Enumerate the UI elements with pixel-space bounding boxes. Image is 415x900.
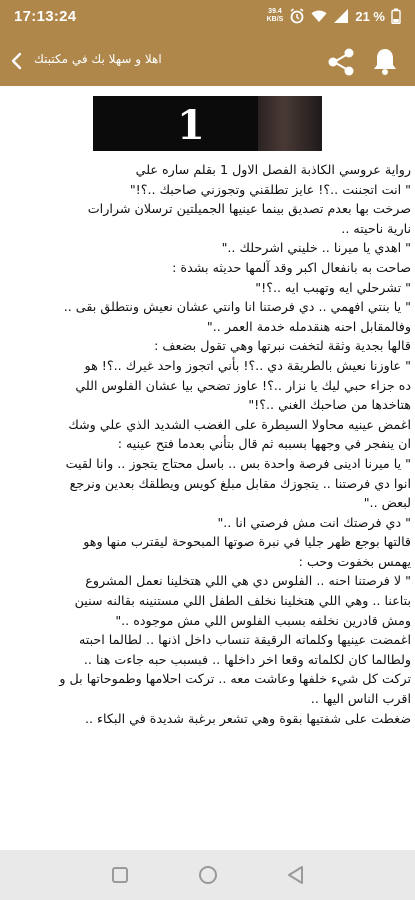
story-line: ولطالما كان لكلماته وقعا اخر داخلها .. فبسبب حبه جاءت هنا .. [83, 651, 411, 667]
bell-icon[interactable] [369, 45, 401, 77]
story-text [4, 160, 411, 848]
story-line: صرخت بها بعدم تصديق بينما عينيها الجميلتين ترسلان شرارات [87, 201, 411, 217]
status-bar [0, 0, 415, 36]
network-speed-value: 39.4 [268, 8, 282, 15]
story-line: " يا ميرنا ادينى فرصة واحدة بس .. باسل محتاج يتجوز .. وانا لقيت [65, 455, 411, 471]
story-line: اغمضت عينيها وكلماته الرقيقة تنساب داخل اذنها .. لطالما احبته [78, 632, 411, 648]
story-line: لبعض .." [363, 495, 411, 511]
story-line: " عاوزنا نعيش بالطريقة دي ..؟! بأني اتجوز واحد غيرك ..؟! هو [84, 357, 411, 373]
story-line: بتاعنا .. وهي اللي هتخلينا نخلف الطفل اللي مستنينه بقالنه سنين [74, 593, 411, 609]
story-line: " اهدي يا ميرنا .. خليني اشرحلك .." [221, 240, 411, 256]
story-line: وفالمقابل احنه هنقدمله خدمة العمر .." [206, 318, 411, 334]
story-line: تركت كل شيء خلفها وعاشت معه .. تركت احلامها وطموحاتها بل و [59, 671, 411, 687]
story-line: يهمس بخفوت وحب : [298, 553, 411, 569]
square-icon[interactable] [108, 863, 132, 887]
story-line: " دي فرصتك انت مش فرصتي انا .." [217, 514, 411, 530]
story-line: قالها بجدية وثقة لتخفت نبرتها وهي تقول بضعف : [154, 338, 411, 354]
story-line: " انت اتجننت ..؟! عايز تطلقني وتجوزني صاحبك ..؟!" [129, 181, 411, 197]
story-line: ضغطت على شفتيها بقوة وهي تشعر برغبة شديدة في البكاء .. [84, 710, 411, 726]
story-line: رواية عروسي الكاذبة الفصل الاول 1 بقلم ساره علي [135, 162, 411, 177]
story-line: نارية ناحيته .. [341, 220, 411, 236]
signal-icon [333, 8, 349, 24]
story-line: اغمض عينيه محاولا السيطرة على الغضب الشديد الذي علي وشك [68, 416, 411, 432]
battery-percent: 21 % [355, 8, 385, 24]
status-time: 17:13:24 [14, 8, 77, 25]
circle-icon[interactable] [196, 863, 220, 887]
alarm-icon [289, 8, 305, 24]
story-line: " لا فرصتنا احنه .. الفلوس دي هي اللي هتخلينا نعمل المشروع [85, 573, 411, 589]
wifi-icon [311, 8, 327, 24]
story-line: قالتها بوجع ظهر جليا في نبرة صوتها المبحوحة ليقترب منها وهو [83, 534, 411, 550]
story-line: ده جزاء حبي ليك يا نزار ..؟! عاوز تضحي بيا عشان الفلوس اللي [75, 377, 411, 393]
chevron-left-icon[interactable] [4, 48, 30, 74]
app-title: اهلا و سهلا بك في مكتبتك [34, 52, 162, 66]
network-speed [267, 8, 284, 24]
story-line: اقرب الناس اليها .. [310, 691, 411, 707]
triangle-back-icon[interactable] [284, 863, 308, 887]
system-nav-bar [0, 850, 415, 900]
app-bar [0, 36, 415, 86]
chapter-number: 1 [177, 102, 205, 149]
cover-photo [258, 96, 322, 151]
story-line: انوا دي فرصتنا .. يتجوزك مقابل مبلغ كويس ويطلقك بعدين ونرجع [69, 475, 411, 491]
status-indicators [267, 8, 407, 24]
story-line: ومش قادرين نخلفه بسبب الفلوس اللي مش موجوده .." [115, 612, 411, 628]
story-line: هتاخدها من صاحبك الغني ..؟!" [248, 397, 411, 413]
story-line: " تشرحلي ايه وتهبب ايه ..؟!" [255, 279, 411, 295]
story-line: " يا بنتي افهمي .. دي فرصتنا انا وانتي عشان نعيش ونتطلق بقى .. [63, 299, 411, 315]
battery-icon [391, 8, 407, 24]
story-line: ان ينفجر في وجهها بسببه ثم قال بتأني بعدما فتح عينيه : [117, 436, 411, 452]
network-speed-unit: KB/S [266, 16, 284, 23]
chapter-cover-image [93, 96, 322, 151]
story-line: صاحت به بانفعال اكبر وقد آلمها حديثه بشدة : [172, 259, 411, 275]
share-icon[interactable] [325, 46, 357, 78]
